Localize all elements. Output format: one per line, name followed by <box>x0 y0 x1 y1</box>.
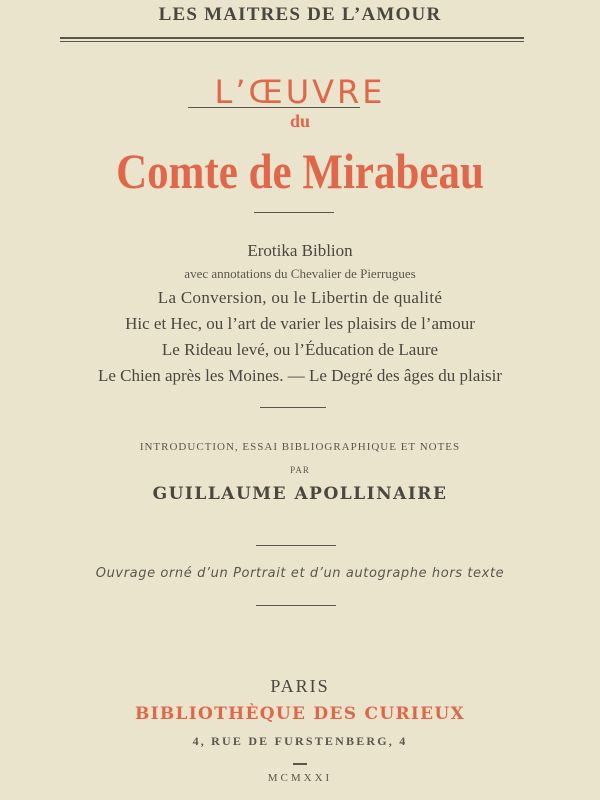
contents-item-5: Le Chien après les Moines. — Le Degré des âges du plaisir <box>97 366 503 385</box>
short-rule-divider <box>254 212 334 213</box>
double-rule-divider <box>60 37 524 42</box>
contents-item-subtitle: avec annotations du Chevalier de Pierrugues <box>184 266 416 281</box>
series-title: LES MAITRES DE L’AMOUR <box>158 4 442 25</box>
short-rule-divider <box>260 407 326 408</box>
short-rule-divider <box>256 605 336 606</box>
short-rule-divider <box>256 545 336 546</box>
du-connector: du <box>289 111 311 131</box>
main-title: Comte de Mirabeau <box>116 143 484 199</box>
imprint-address: 4, RUE DE FURSTENBERG, 4 <box>192 734 408 748</box>
illustration-note: Ouvrage orné d’un Portrait et d’un autographe hors texte <box>95 566 505 581</box>
editor-intro: INTRODUCTION, ESSAI BIBLIOGRAPHIQUE ET NOTES <box>139 441 461 453</box>
imprint-year: MCMXXI <box>267 772 333 784</box>
contents-item-1: Erotika Biblion <box>247 241 353 260</box>
imprint-publisher: BIBLIOTHÈQUE DES CURIEUX <box>134 704 466 724</box>
editor-name: GUILLAUME APOLLINAIRE <box>152 484 448 504</box>
editor-par: PAR <box>290 465 310 475</box>
oeuvre-underline <box>188 107 360 108</box>
contents-item-4: Le Rideau levé, ou l’Éducation de Laure <box>161 340 439 359</box>
imprint-dash <box>293 763 307 765</box>
contents-item-3: Hic et Hec, ou l’art de varier les plaisirs de l’amour <box>125 314 475 333</box>
contents-item-2: La Conversion, ou le Libertin de qualité <box>157 288 443 307</box>
oeuvre-heading: L’ŒUVRE <box>214 73 386 111</box>
imprint-city: PARIS <box>270 676 330 696</box>
